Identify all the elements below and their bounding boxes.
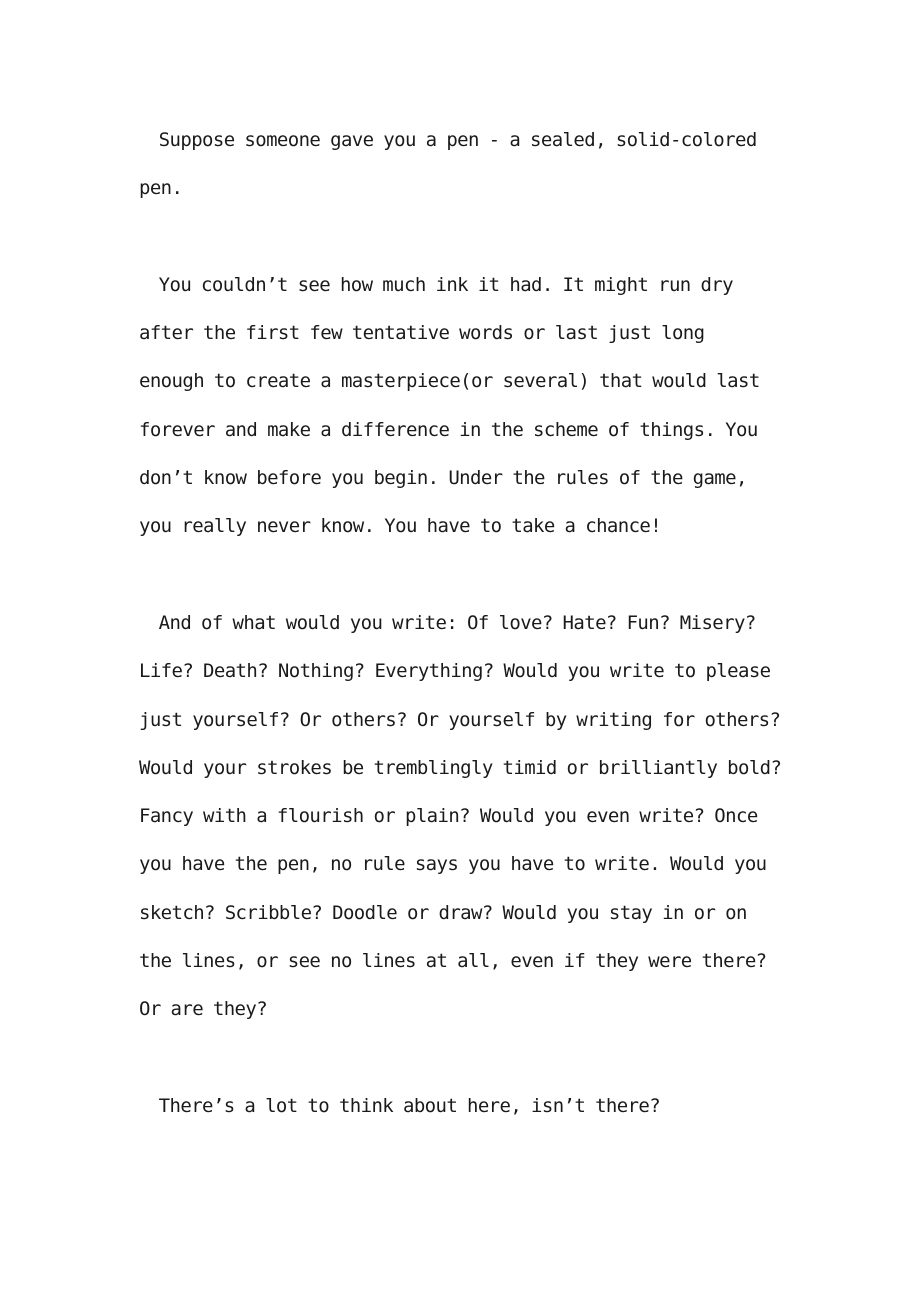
paragraph-gap [139, 213, 799, 261]
paragraph [139, 599, 799, 1034]
paragraph [139, 261, 799, 551]
text-line: sketch? Scribble? Doodle or draw? Would you stay in or on [139, 901, 747, 924]
text-line: forever and make a difference in the scheme of things. You [139, 418, 758, 441]
document-body [139, 116, 799, 1130]
text-line: you really never know. You have to take a chance! [139, 515, 662, 538]
text-line: Fancy with a flourish or plain? Would you even write? Once [139, 805, 758, 828]
paragraph [139, 116, 799, 213]
text-line: Or are they? [139, 998, 268, 1021]
paragraph-gap [139, 551, 799, 599]
paragraph [139, 1082, 799, 1130]
text-line: after the first few tentative words or last just long [139, 322, 705, 345]
text-line: don’t know before you begin. Under the rules of the game, [139, 467, 747, 490]
text-line: Would your strokes be tremblingly timid or brilliantly bold? [139, 756, 782, 779]
text-line: And of what would you write: Of love? Hate? Fun? Misery? [139, 611, 756, 634]
paragraph-gap [139, 1034, 799, 1082]
text-line: the lines, or see no lines at all, even if they were there? [139, 950, 767, 973]
text-line: Life? Death? Nothing? Everything? Would you write to please [139, 660, 771, 683]
text-line: enough to create a masterpiece(or several) that would last [139, 370, 760, 393]
text-line: pen. [139, 177, 183, 200]
text-line: You couldn’t see how much ink it had. It might run dry [139, 273, 733, 296]
text-line: Suppose someone gave you a pen - a sealed, solid-colored [139, 129, 757, 151]
text-line: There’s a lot to think about here, isn’t there? [139, 1094, 661, 1117]
text-line: just yourself? Or others? Or yourself by writing for others? [139, 708, 781, 731]
text-line: you have the pen, no rule says you have to write. Would you [139, 853, 767, 876]
